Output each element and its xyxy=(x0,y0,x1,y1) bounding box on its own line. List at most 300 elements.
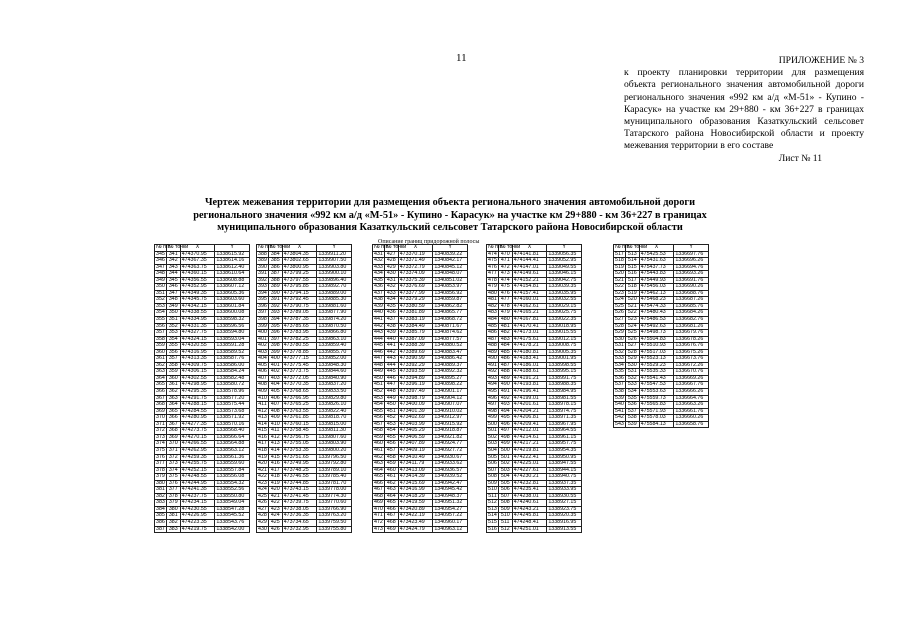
row-num: 436 xyxy=(374,283,383,290)
coord-y: 1339778.00 xyxy=(317,487,352,494)
point-id: 354 xyxy=(166,336,180,343)
header-y: Y xyxy=(317,245,352,252)
row-num: 454 xyxy=(374,401,383,408)
coord-x: 474245.81 xyxy=(512,513,547,520)
coord-y: 1338954.35 xyxy=(547,447,582,454)
row-num: 421 xyxy=(258,466,267,473)
coord-x: 475535.33 xyxy=(639,369,674,376)
point-id: 378 xyxy=(166,493,180,500)
coord-y: 1338542.00 xyxy=(215,526,250,533)
coord-y: 1338578.96 xyxy=(215,389,250,396)
coord-x: 474327.75 xyxy=(180,330,215,337)
coord-x: 474219.75 xyxy=(180,526,215,533)
header-num: № п/п xyxy=(258,244,273,250)
point-id: 388 xyxy=(268,277,282,284)
row-num: 399 xyxy=(258,322,267,329)
coord-x: 473755.05 xyxy=(282,441,317,448)
coordinate-table xyxy=(486,244,582,533)
coord-x: 475480.43 xyxy=(639,310,674,317)
point-id: 531 xyxy=(625,369,639,376)
row-num: 440 xyxy=(374,309,383,316)
coord-y: 1336660.26 xyxy=(674,415,709,422)
row-num: 377 xyxy=(156,460,165,467)
table-row xyxy=(487,526,582,533)
point-id: 371 xyxy=(166,447,180,454)
point-id: 448 xyxy=(384,389,398,396)
coord-x: 473387.09 xyxy=(398,336,433,343)
row-num: 354 xyxy=(156,309,165,316)
coord-x: 473763.55 xyxy=(282,408,317,415)
point-id: 353 xyxy=(166,330,180,337)
coord-y: 1338601.84 xyxy=(215,303,250,310)
point-id: 518 xyxy=(625,284,639,291)
coord-x: 474154.81 xyxy=(512,284,547,291)
coord-x: 475571.93 xyxy=(639,408,674,415)
coord-x: 474237.75 xyxy=(180,493,215,500)
row-num: 361 xyxy=(156,355,165,362)
coord-y: 1338957.75 xyxy=(547,441,582,448)
point-id: 487 xyxy=(498,362,512,369)
point-id: 508 xyxy=(498,500,512,507)
row-num: 426 xyxy=(258,499,267,506)
coord-x: 474244.95 xyxy=(180,480,215,487)
row-num: 448 xyxy=(374,361,383,368)
coord-x: 474152.21 xyxy=(512,277,547,284)
row-num: 539 xyxy=(615,394,624,401)
coord-y: 1339056.35 xyxy=(547,251,582,258)
point-id: 358 xyxy=(166,362,180,369)
coord-x: 473407.89 xyxy=(398,441,433,448)
row-num: 363 xyxy=(156,368,165,375)
row-num: 471 xyxy=(374,512,383,519)
coord-x: 473732.95 xyxy=(282,526,317,533)
point-id: 342 xyxy=(166,258,180,265)
row-num: 510 xyxy=(488,486,497,493)
coord-y: 1336658.76 xyxy=(674,421,709,428)
coord-x: 474349.35 xyxy=(180,290,215,297)
coord-y: 1339900.10 xyxy=(317,271,352,278)
point-id: 501 xyxy=(498,454,512,461)
coord-x: 475486.53 xyxy=(639,317,674,324)
coord-x: 473377.99 xyxy=(398,290,433,297)
point-id: 480 xyxy=(498,317,512,324)
point-id: 492 xyxy=(498,395,512,402)
coord-y: 1339833.50 xyxy=(317,389,352,396)
point-id: 409 xyxy=(268,415,282,422)
coord-x: 473388.39 xyxy=(398,343,433,350)
row-num: 424 xyxy=(258,486,267,493)
coord-x: 473393.59 xyxy=(398,369,433,376)
row-num: 358 xyxy=(156,335,165,342)
coord-x: 473416.99 xyxy=(398,487,433,494)
row-num: 367 xyxy=(156,394,165,401)
coord-x: 474144.41 xyxy=(512,258,547,265)
row-num: 526 xyxy=(615,309,624,316)
point-id: 385 xyxy=(268,258,282,265)
coord-y: 1336687.26 xyxy=(674,297,709,304)
row-num: 378 xyxy=(156,466,165,473)
coord-y: 1338991.75 xyxy=(547,375,582,382)
coord-x: 474162.61 xyxy=(512,303,547,310)
coord-x: 473785.65 xyxy=(282,323,317,330)
point-id: 429 xyxy=(384,264,398,271)
row-num: 435 xyxy=(374,276,383,283)
row-num: 441 xyxy=(374,316,383,323)
point-id: 505 xyxy=(498,480,512,487)
coord-y: 1339774.30 xyxy=(317,493,352,500)
coord-y: 1338596.56 xyxy=(215,323,250,330)
coord-x: 473396.19 xyxy=(398,382,433,389)
row-num: 507 xyxy=(488,466,497,473)
point-id: 415 xyxy=(268,454,282,461)
point-id: 465 xyxy=(384,500,398,507)
row-num: 418 xyxy=(258,446,267,453)
coord-x: 475553.63 xyxy=(639,389,674,396)
coord-x: 475468.23 xyxy=(639,297,674,304)
coord-y: 1338598.32 xyxy=(215,317,250,324)
point-id: 502 xyxy=(498,461,512,468)
coord-y: 1339822.40 xyxy=(317,408,352,415)
coord-y: 1339811.30 xyxy=(317,428,352,435)
row-num: 353 xyxy=(156,302,165,309)
point-id: 352 xyxy=(166,323,180,330)
coord-x: 473777.15 xyxy=(282,356,317,363)
point-id: 356 xyxy=(166,349,180,356)
coord-x: 473753.35 xyxy=(282,447,317,454)
row-num: 472 xyxy=(374,518,383,525)
coord-y: 1339046.15 xyxy=(547,271,582,278)
coord-y: 1339049.55 xyxy=(547,264,582,271)
coord-y: 1338582.48 xyxy=(215,375,250,382)
coord-x: 473799.25 xyxy=(282,271,317,278)
coord-y: 1339889.00 xyxy=(317,290,352,297)
row-num: 486 xyxy=(488,329,497,336)
coord-y: 1340927.72 xyxy=(433,447,468,454)
header-x: X xyxy=(639,245,674,252)
coord-y: 1338584.24 xyxy=(215,369,250,376)
coord-x: 473783.95 xyxy=(282,330,317,337)
point-id: 400 xyxy=(268,356,282,363)
row-num: 349 xyxy=(156,276,165,283)
point-id: 344 xyxy=(166,271,180,278)
row-num: 434 xyxy=(374,270,383,277)
point-id: 412 xyxy=(268,434,282,441)
coord-x: 475517.03 xyxy=(639,349,674,356)
row-num: 503 xyxy=(488,440,497,447)
row-num: 417 xyxy=(258,440,267,447)
point-id: 475 xyxy=(498,284,512,291)
coord-y: 1339792.80 xyxy=(317,461,352,468)
coord-y: 1340915.92 xyxy=(433,421,468,428)
coord-x: 474288.15 xyxy=(180,402,215,409)
coord-x: 473766.95 xyxy=(282,395,317,402)
coord-y: 1339029.15 xyxy=(547,303,582,310)
row-num: 404 xyxy=(258,355,267,362)
coord-y: 1339874.20 xyxy=(317,317,352,324)
point-id: 444 xyxy=(384,362,398,369)
point-id: 459 xyxy=(384,461,398,468)
row-num: 447 xyxy=(374,355,383,362)
coord-x: 474259.35 xyxy=(180,454,215,461)
row-num: 371 xyxy=(156,420,165,427)
row-num: 457 xyxy=(374,420,383,427)
coord-y: 1338913.55 xyxy=(547,526,582,533)
coord-x: 473401.39 xyxy=(398,408,433,415)
row-num: 446 xyxy=(374,348,383,355)
point-id: 410 xyxy=(268,421,282,428)
coord-x: 473422.19 xyxy=(398,513,433,520)
coord-y: 1339035.95 xyxy=(547,290,582,297)
coord-y: 1338570.16 xyxy=(215,421,250,428)
point-id: 443 xyxy=(384,356,398,363)
coord-y: 1338554.32 xyxy=(215,480,250,487)
coord-x: 474338.55 xyxy=(180,310,215,317)
point-id: 500 xyxy=(498,447,512,454)
row-num: 514 xyxy=(488,512,497,519)
point-id: 526 xyxy=(625,336,639,343)
coord-x: 473397.49 xyxy=(398,389,433,396)
coord-y: 1340851.02 xyxy=(433,277,468,284)
table-row xyxy=(257,526,352,533)
row-num: 401 xyxy=(258,335,267,342)
point-id: 495 xyxy=(498,415,512,422)
coord-y: 1340883.47 xyxy=(433,349,468,356)
coord-y: 1340948.37 xyxy=(433,493,468,500)
coord-x: 473756.75 xyxy=(282,434,317,441)
coord-y: 1336670.76 xyxy=(674,369,709,376)
point-id: 375 xyxy=(166,474,180,481)
row-num: 449 xyxy=(374,368,383,375)
point-id: 522 xyxy=(625,310,639,317)
point-id: 355 xyxy=(166,343,180,350)
coord-x: 474262.95 xyxy=(180,447,215,454)
coord-y: 1338937.35 xyxy=(547,480,582,487)
point-id: 525 xyxy=(625,330,639,337)
point-id: 474 xyxy=(498,277,512,284)
point-id: 532 xyxy=(625,375,639,382)
coord-y: 1338563.12 xyxy=(215,447,250,454)
point-id: 416 xyxy=(268,461,282,468)
coord-y: 1339818.70 xyxy=(317,415,352,422)
point-id: 362 xyxy=(166,389,180,396)
coord-x: 474201.61 xyxy=(512,402,547,409)
coord-x: 475474.33 xyxy=(639,303,674,310)
coord-x: 475456.03 xyxy=(639,284,674,291)
point-id: 483 xyxy=(498,336,512,343)
coord-y: 1339859.40 xyxy=(317,343,352,350)
point-id: 422 xyxy=(268,500,282,507)
row-num: 480 xyxy=(488,289,497,296)
coord-y: 1338981.55 xyxy=(547,395,582,402)
coord-x: 475425.53 xyxy=(639,251,674,258)
row-num: 397 xyxy=(258,309,267,316)
point-id: 434 xyxy=(384,297,398,304)
point-id: 457 xyxy=(384,447,398,454)
sheet-label: Лист № 11 xyxy=(778,152,822,164)
header-num: № п/п xyxy=(615,244,630,250)
point-id: 428 xyxy=(384,258,398,265)
row-num: 366 xyxy=(156,388,165,395)
coord-x: 474320.55 xyxy=(180,343,215,350)
point-id: 537 xyxy=(625,408,639,415)
point-id: 462 xyxy=(384,480,398,487)
coord-y: 1340921.82 xyxy=(433,434,468,441)
coord-y: 1339001.95 xyxy=(547,356,582,363)
coord-y: 1336661.76 xyxy=(674,408,709,415)
point-id: 373 xyxy=(166,461,180,468)
row-num: 387 xyxy=(156,525,165,532)
coord-y: 1336666.26 xyxy=(674,389,709,396)
row-num: 451 xyxy=(374,381,383,388)
row-num: 373 xyxy=(156,433,165,440)
coord-x: 473765.25 xyxy=(282,402,317,409)
point-id: 376 xyxy=(166,480,180,487)
coord-x: 473758.45 xyxy=(282,428,317,435)
row-num: 382 xyxy=(156,492,165,499)
row-num: 351 xyxy=(156,289,165,296)
row-num: 531 xyxy=(615,342,624,349)
row-num: 389 xyxy=(258,257,267,264)
point-id: 479 xyxy=(498,310,512,317)
row-num: 516 xyxy=(488,525,497,532)
point-id: 471 xyxy=(498,258,512,265)
point-id: 515 xyxy=(625,264,639,271)
coord-y: 1340856.92 xyxy=(433,290,468,297)
row-num: 504 xyxy=(488,446,497,453)
row-num: 462 xyxy=(374,453,383,460)
coord-x: 475437.73 xyxy=(639,264,674,271)
coord-y: 1340945.42 xyxy=(433,487,468,494)
point-id: 447 xyxy=(384,382,398,389)
point-id: 486 xyxy=(498,356,512,363)
point-id: 477 xyxy=(498,297,512,304)
point-id: 449 xyxy=(384,395,398,402)
coord-y: 1340889.37 xyxy=(433,362,468,369)
row-num: 540 xyxy=(615,401,624,408)
row-num: 429 xyxy=(258,518,267,525)
point-id: 349 xyxy=(166,303,180,310)
coord-y: 1339863.10 xyxy=(317,336,352,343)
row-num: 498 xyxy=(488,407,497,414)
point-id: 441 xyxy=(384,343,398,350)
row-num: 452 xyxy=(374,388,383,395)
coord-x: 473420.89 xyxy=(398,506,433,513)
coord-y: 1338586.00 xyxy=(215,362,250,369)
row-num: 348 xyxy=(156,270,165,277)
point-id: 424 xyxy=(268,513,282,520)
point-id: 401 xyxy=(268,362,282,369)
row-num: 359 xyxy=(156,342,165,349)
point-id: 397 xyxy=(268,336,282,343)
coord-y: 1339840.90 xyxy=(317,375,352,382)
coord-y: 1338916.95 xyxy=(547,519,582,526)
row-num: 517 xyxy=(615,250,624,257)
point-id: 379 xyxy=(166,500,180,507)
row-num: 362 xyxy=(156,361,165,368)
coord-x: 474170.41 xyxy=(512,323,547,330)
coord-y: 1336667.76 xyxy=(674,382,709,389)
header-num: № п/п xyxy=(156,244,171,250)
coord-x: 473748.25 xyxy=(282,467,317,474)
row-num: 433 xyxy=(374,263,383,270)
row-num: 420 xyxy=(258,460,267,467)
row-num: 515 xyxy=(488,518,497,525)
point-id: 405 xyxy=(268,389,282,396)
row-num: 533 xyxy=(615,355,624,362)
coord-x: 474345.75 xyxy=(180,297,215,304)
coord-x: 473780.55 xyxy=(282,343,317,350)
coord-y: 1338605.36 xyxy=(215,290,250,297)
coord-x: 474324.15 xyxy=(180,336,215,343)
row-num: 463 xyxy=(374,460,383,467)
coord-x: 474238.01 xyxy=(512,493,547,500)
coord-x: 474370.95 xyxy=(180,251,215,258)
point-id: 364 xyxy=(166,402,180,409)
coord-x: 473778.85 xyxy=(282,349,317,356)
coord-y: 1340898.22 xyxy=(433,382,468,389)
point-id: 455 xyxy=(384,434,398,441)
coord-y: 1336681.26 xyxy=(674,323,709,330)
coord-x: 473371.49 xyxy=(398,258,433,265)
coord-y: 1338923.75 xyxy=(547,506,582,513)
coord-x: 474360.15 xyxy=(180,271,215,278)
point-id: 395 xyxy=(268,323,282,330)
coord-x: 474241.35 xyxy=(180,487,215,494)
coord-x: 473424.79 xyxy=(398,526,433,533)
coord-x: 473787.35 xyxy=(282,317,317,324)
coord-y: 1338571.92 xyxy=(215,415,250,422)
coord-x: 475449.93 xyxy=(639,277,674,284)
coord-y: 1338950.95 xyxy=(547,454,582,461)
point-id: 382 xyxy=(166,519,180,526)
table-row xyxy=(614,421,709,428)
coord-x: 473775.45 xyxy=(282,362,317,369)
row-num: 450 xyxy=(374,374,383,381)
point-id: 341 xyxy=(166,251,180,258)
coord-x: 473418.29 xyxy=(398,493,433,500)
point-id: 528 xyxy=(625,349,639,356)
coord-x: 473410.49 xyxy=(398,454,433,461)
coord-y: 1339911.20 xyxy=(317,251,352,258)
coord-x: 473376.69 xyxy=(398,284,433,291)
coord-x: 474160.01 xyxy=(512,297,547,304)
coord-y: 1340912.97 xyxy=(433,415,468,422)
point-id: 451 xyxy=(384,408,398,415)
point-id: 394 xyxy=(268,317,282,324)
point-id: 482 xyxy=(498,330,512,337)
coord-y: 1339852.00 xyxy=(317,356,352,363)
coord-y: 1338607.12 xyxy=(215,284,250,291)
coord-y: 1340877.57 xyxy=(433,336,468,343)
row-num: 464 xyxy=(374,466,383,473)
row-num: 511 xyxy=(488,492,497,499)
coord-x: 473413.09 xyxy=(398,467,433,474)
point-id: 520 xyxy=(625,297,639,304)
row-num: 527 xyxy=(615,316,624,323)
header-y: Y xyxy=(215,245,250,252)
point-id: 384 xyxy=(268,251,282,258)
row-num: 431 xyxy=(374,250,383,257)
point-id: 503 xyxy=(498,467,512,474)
coord-y: 1338591.28 xyxy=(215,343,250,350)
coord-y: 1338566.64 xyxy=(215,434,250,441)
coord-y: 1339039.35 xyxy=(547,284,582,291)
point-id: 469 xyxy=(384,526,398,533)
row-num: 393 xyxy=(258,283,267,290)
row-num: 364 xyxy=(156,374,165,381)
point-id: 426 xyxy=(268,526,282,533)
point-id: 456 xyxy=(384,441,398,448)
